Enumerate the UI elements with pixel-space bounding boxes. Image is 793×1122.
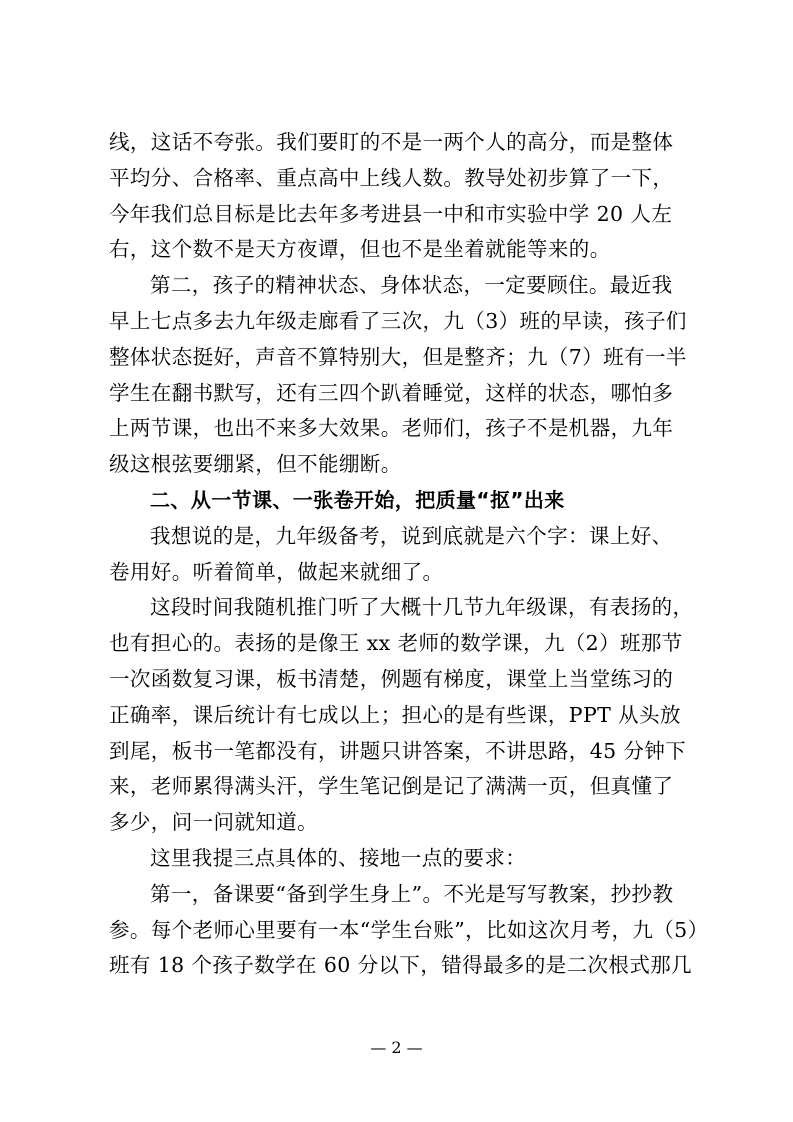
body-text-line: 今年我们总目标是比去年多考进县一中和市实验中学 20 人左 — [109, 201, 673, 226]
body-text-line: 早上七点多去九年级走廊看了三次，九（3）班的早读，孩子们 — [109, 308, 687, 333]
paragraph-first-line: 第二，孩子的精神状态、身体状态，一定要顾住。最近我 — [150, 273, 673, 298]
body-text-line: 多少，问一问就知道。 — [109, 810, 318, 835]
body-text-line: 正确率，课后统计有七成以上；担心的是有些课，PPT 从头放 — [109, 702, 681, 727]
body-text-line: 右，这个数不是天方夜谭，但也不是坐着就能等来的。 — [109, 237, 611, 262]
page-number: — 2 — — [370, 1038, 423, 1057]
body-text-line: 整体状态挺好，声音不算特别大，但是整齐；九（7）班有一半 — [109, 344, 687, 369]
paragraph-first-line: 我想说的是，九年级备考，说到底就是六个字：课上好、 — [150, 523, 673, 548]
section-heading: 二、从一节课、一张卷开始，把质量“抠”出来 — [150, 487, 565, 512]
body-text-line: 来，老师累得满头汗，学生笔记倒是记了满满一页，但真懂了 — [109, 774, 674, 799]
document-body — [109, 125, 709, 984]
body-text-line: 班有 18 个孩子数学在 60 分以下，错得最多的是二次根式那几 — [109, 953, 693, 978]
paragraph-first-line: 这段时间我随机推门听了大概十几节九年级课，有表扬的， — [150, 595, 694, 620]
body-text-line: 到尾，板书一笔都没有，讲题只讲答案，不讲思路，45 分钟下 — [109, 738, 687, 763]
body-text-line: 也有担心的。表扬的是像王 xx 老师的数学课，九（2）班那节 — [109, 631, 683, 656]
body-text-line: 学生在翻书默写，还有三四个趴着睡觉，这样的状态，哪怕多 — [109, 380, 674, 405]
body-text-line: 上两节课，也出不来多大效果。老师们，孩子不是机器，九年 — [109, 416, 674, 441]
body-text-line: 平均分、合格率、重点高中上线人数。教导处初步算了一下， — [109, 165, 674, 190]
body-text-line: 线，这话不夸张。我们要盯的不是一两个人的高分，而是整体 — [109, 130, 674, 154]
body-text-line: 卷用好。听着简单，做起来就细了。 — [109, 559, 444, 584]
body-text-line: 一次函数复习课，板书清楚，例题有梯度，课堂上当堂练习的 — [109, 666, 674, 691]
paragraph-first-line: 第一，备课要“备到学生身上”。不光是写写教案，抄抄教 — [150, 881, 674, 906]
body-text-line: 级这根弦要绷紧，但不能绷断。 — [109, 452, 402, 477]
paragraph-first-line: 这里我提三点具体的、接地一点的要求： — [150, 845, 527, 870]
body-text-line: 参。每个老师心里要有一本“学生台账”，比如这次月考，九（5） — [109, 917, 709, 942]
